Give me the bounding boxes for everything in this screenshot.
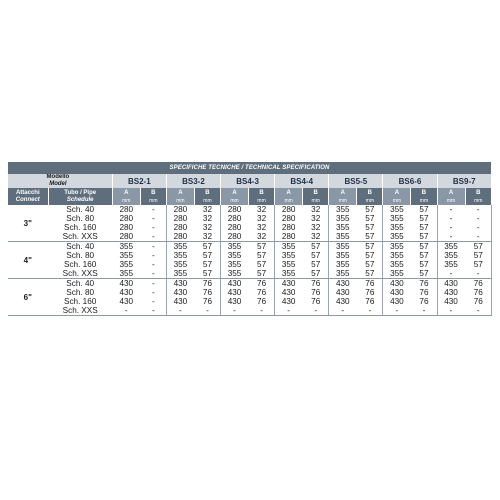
value-b-cell: - xyxy=(140,288,166,297)
value-b-cell: 32 xyxy=(194,232,220,242)
table-row xyxy=(8,306,492,316)
value-b-cell: 76 xyxy=(411,288,437,297)
schedule-cell: Sch. 80 xyxy=(48,288,112,297)
value-a-cell: 355 xyxy=(383,232,411,242)
value-b-cell: - xyxy=(140,232,166,242)
model-label-cell xyxy=(8,174,112,188)
value-b-cell: 76 xyxy=(303,288,329,297)
value-b-cell: 57 xyxy=(303,260,329,269)
value-b-cell: - xyxy=(140,306,166,316)
column-b-header: B xyxy=(140,188,166,198)
unit-a: mm xyxy=(112,198,140,205)
value-b-cell: - xyxy=(249,306,275,316)
value-b-cell: 76 xyxy=(357,288,383,297)
value-a-cell: 280 xyxy=(166,205,194,214)
value-b-cell: 57 xyxy=(357,205,383,214)
value-b-cell: 76 xyxy=(249,279,275,289)
technical-spec-table xyxy=(8,162,492,316)
value-a-cell: 280 xyxy=(275,232,303,242)
value-a-cell: 355 xyxy=(437,251,465,260)
value-b-cell: - xyxy=(140,242,166,252)
column-a-header: A xyxy=(166,188,194,198)
value-b-cell: - xyxy=(465,205,491,214)
value-b-cell: - xyxy=(465,223,491,232)
value-a-cell: 355 xyxy=(221,260,249,269)
unit-b: mm xyxy=(140,198,166,205)
value-b-cell: 57 xyxy=(249,269,275,279)
column-b-header: B xyxy=(465,188,491,198)
value-b-cell: - xyxy=(465,306,491,316)
value-b-cell: 57 xyxy=(194,260,220,269)
value-a-cell: 355 xyxy=(329,223,357,232)
unit-a: mm xyxy=(275,198,303,205)
value-a-cell: 355 xyxy=(329,260,357,269)
column-b-header: B xyxy=(249,188,275,198)
value-a-cell: - xyxy=(383,306,411,316)
schedule-cell: Sch. 40 xyxy=(48,242,112,252)
value-b-cell: - xyxy=(140,223,166,232)
value-b-cell: 57 xyxy=(357,223,383,232)
value-b-cell: 57 xyxy=(357,251,383,260)
value-a-cell: 355 xyxy=(329,214,357,223)
table-row xyxy=(8,269,492,279)
value-b-cell: 76 xyxy=(303,297,329,306)
column-b-header: B xyxy=(303,188,329,198)
value-b-cell: 57 xyxy=(249,260,275,269)
value-a-cell: 355 xyxy=(166,260,194,269)
value-a-cell: 430 xyxy=(437,288,465,297)
value-a-cell: 355 xyxy=(437,242,465,252)
table-row xyxy=(8,288,492,297)
table-title: SPECIFICHE TECNICHE / TECHNICAL SPECIFICATION xyxy=(8,162,492,174)
schedule-cell: Sch. 80 xyxy=(48,214,112,223)
value-b-cell: 57 xyxy=(357,260,383,269)
value-a-cell: 280 xyxy=(221,214,249,223)
value-b-cell: - xyxy=(465,269,491,279)
value-a-cell: 355 xyxy=(275,242,303,252)
value-a-cell: 430 xyxy=(166,297,194,306)
attacchi-header xyxy=(8,188,48,205)
schedule-cell: Sch. XXS xyxy=(48,269,112,279)
model-name: BS3-2 xyxy=(166,174,220,188)
value-a-cell: 355 xyxy=(275,260,303,269)
value-b-cell: 32 xyxy=(303,223,329,232)
value-b-cell: 57 xyxy=(249,251,275,260)
column-b-header: B xyxy=(357,188,383,198)
value-a-cell: 430 xyxy=(383,297,411,306)
value-b-cell: 57 xyxy=(411,251,437,260)
value-a-cell: 355 xyxy=(112,260,140,269)
model-name: BS6-6 xyxy=(383,174,437,188)
value-a-cell: 355 xyxy=(112,251,140,260)
connection-size: 6" xyxy=(8,279,48,316)
value-a-cell: 355 xyxy=(329,251,357,260)
schedule-cell: Sch. XXS xyxy=(48,232,112,242)
column-header-row xyxy=(8,188,492,198)
value-b-cell: 32 xyxy=(303,214,329,223)
value-a-cell: 355 xyxy=(383,205,411,214)
value-a-cell: 355 xyxy=(437,260,465,269)
value-a-cell: 355 xyxy=(383,251,411,260)
value-a-cell: 430 xyxy=(329,279,357,289)
value-b-cell: 76 xyxy=(249,297,275,306)
column-b-header: B xyxy=(194,188,220,198)
schedule-cell: Sch. 160 xyxy=(48,260,112,269)
value-b-cell: 57 xyxy=(465,260,491,269)
value-b-cell: 57 xyxy=(194,251,220,260)
value-a-cell: 355 xyxy=(275,251,303,260)
model-name: BS4-3 xyxy=(221,174,275,188)
table-row xyxy=(8,223,492,232)
value-a-cell: 280 xyxy=(275,223,303,232)
unit-b: mm xyxy=(249,198,275,205)
value-a-cell: 355 xyxy=(221,269,249,279)
spec-table-body xyxy=(8,162,492,316)
value-a-cell: 280 xyxy=(221,205,249,214)
value-b-cell: 57 xyxy=(411,205,437,214)
value-a-cell: 280 xyxy=(112,232,140,242)
unit-a: mm xyxy=(437,198,465,205)
value-a-cell: 430 xyxy=(112,297,140,306)
value-b-cell: 32 xyxy=(194,214,220,223)
unit-a: mm xyxy=(329,198,357,205)
value-a-cell: 280 xyxy=(275,205,303,214)
value-a-cell: 355 xyxy=(112,269,140,279)
value-b-cell: 32 xyxy=(249,205,275,214)
value-b-cell: 76 xyxy=(357,279,383,289)
value-b-cell: 32 xyxy=(194,223,220,232)
value-b-cell: - xyxy=(140,297,166,306)
value-a-cell: 430 xyxy=(383,288,411,297)
value-b-cell: 32 xyxy=(194,205,220,214)
value-a-cell: 430 xyxy=(166,288,194,297)
value-a-cell: 280 xyxy=(166,232,194,242)
value-a-cell: 430 xyxy=(275,297,303,306)
value-b-cell: 76 xyxy=(411,279,437,289)
value-b-cell: - xyxy=(357,306,383,316)
column-a-header: A xyxy=(437,188,465,198)
value-a-cell: - xyxy=(221,306,249,316)
model-name: BS9-7 xyxy=(437,174,492,188)
value-a-cell: 430 xyxy=(329,297,357,306)
value-b-cell: - xyxy=(140,205,166,214)
value-b-cell: - xyxy=(411,306,437,316)
table-row xyxy=(8,251,492,260)
value-b-cell: - xyxy=(140,214,166,223)
value-b-cell: 57 xyxy=(411,214,437,223)
value-b-cell: 57 xyxy=(411,223,437,232)
value-b-cell: 76 xyxy=(465,288,491,297)
value-b-cell: 32 xyxy=(249,232,275,242)
value-b-cell: 76 xyxy=(411,297,437,306)
value-a-cell: 355 xyxy=(329,242,357,252)
value-b-cell: - xyxy=(140,260,166,269)
value-b-cell: 57 xyxy=(357,269,383,279)
value-b-cell: - xyxy=(465,214,491,223)
model-name: BS4-4 xyxy=(275,174,329,188)
connection-size: 4" xyxy=(8,242,48,279)
unit-a: mm xyxy=(383,198,411,205)
unit-b: mm xyxy=(465,198,491,205)
value-b-cell: 76 xyxy=(194,279,220,289)
value-b-cell: - xyxy=(194,306,220,316)
value-a-cell: 280 xyxy=(221,223,249,232)
column-a-header: A xyxy=(329,188,357,198)
value-a-cell: 355 xyxy=(383,260,411,269)
value-a-cell: - xyxy=(437,306,465,316)
unit-a: mm xyxy=(166,198,194,205)
value-a-cell: 430 xyxy=(329,288,357,297)
value-a-cell: 430 xyxy=(112,288,140,297)
schedule-cell: Sch. 40 xyxy=(48,279,112,289)
value-b-cell: 57 xyxy=(303,242,329,252)
value-a-cell: 355 xyxy=(166,269,194,279)
table-row xyxy=(8,214,492,223)
value-b-cell: 76 xyxy=(357,297,383,306)
table-row xyxy=(8,242,492,252)
title-row xyxy=(8,162,492,174)
value-a-cell: 430 xyxy=(112,279,140,289)
table-row xyxy=(8,297,492,306)
value-a-cell: 355 xyxy=(383,223,411,232)
model-row xyxy=(8,174,492,188)
table-row xyxy=(8,279,492,289)
value-a-cell: - xyxy=(437,214,465,223)
value-b-cell: 32 xyxy=(303,232,329,242)
schedule-cell: Sch. 80 xyxy=(48,251,112,260)
value-b-cell: 32 xyxy=(249,223,275,232)
connection-size: 3" xyxy=(8,205,48,242)
value-a-cell: 355 xyxy=(383,214,411,223)
value-b-cell: 76 xyxy=(465,297,491,306)
value-b-cell: 76 xyxy=(194,288,220,297)
value-b-cell: 57 xyxy=(411,269,437,279)
value-a-cell: 430 xyxy=(275,279,303,289)
value-a-cell: 355 xyxy=(329,269,357,279)
value-a-cell: - xyxy=(437,232,465,242)
value-a-cell: 355 xyxy=(329,232,357,242)
value-b-cell: 57 xyxy=(357,242,383,252)
unit-b: mm xyxy=(357,198,383,205)
value-a-cell: 355 xyxy=(329,205,357,214)
value-b-cell: - xyxy=(140,279,166,289)
value-b-cell: 76 xyxy=(465,279,491,289)
value-b-cell: - xyxy=(140,269,166,279)
table-row xyxy=(8,260,492,269)
value-b-cell: 57 xyxy=(194,242,220,252)
value-b-cell: - xyxy=(140,251,166,260)
unit-a: mm xyxy=(221,198,249,205)
value-a-cell: 280 xyxy=(221,232,249,242)
value-a-cell: 430 xyxy=(221,297,249,306)
value-a-cell: 355 xyxy=(383,242,411,252)
value-b-cell: 57 xyxy=(357,214,383,223)
model-name: BS5-5 xyxy=(329,174,383,188)
value-a-cell: 430 xyxy=(275,288,303,297)
value-b-cell: - xyxy=(465,232,491,242)
model-label: Model xyxy=(49,181,67,187)
value-a-cell: 280 xyxy=(166,214,194,223)
value-a-cell: 355 xyxy=(221,242,249,252)
value-b-cell: 32 xyxy=(249,214,275,223)
unit-b: mm xyxy=(194,198,220,205)
value-a-cell: 355 xyxy=(112,242,140,252)
column-a-header: A xyxy=(275,188,303,198)
value-b-cell: 76 xyxy=(303,279,329,289)
value-b-cell: 76 xyxy=(249,288,275,297)
value-a-cell: 430 xyxy=(221,279,249,289)
value-a-cell: 280 xyxy=(112,223,140,232)
value-b-cell: 57 xyxy=(194,269,220,279)
value-a-cell: - xyxy=(437,269,465,279)
schedule-cell: Sch. 160 xyxy=(48,297,112,306)
value-a-cell: - xyxy=(437,223,465,232)
model-name: BS2-1 xyxy=(112,174,166,188)
unit-b: mm xyxy=(303,198,329,205)
value-a-cell: 430 xyxy=(383,279,411,289)
value-a-cell: 355 xyxy=(275,269,303,279)
value-a-cell: 430 xyxy=(437,297,465,306)
column-a-header: A xyxy=(221,188,249,198)
value-a-cell: - xyxy=(166,306,194,316)
value-b-cell: 76 xyxy=(194,297,220,306)
connect-label: Connect xyxy=(15,196,40,203)
value-a-cell: 355 xyxy=(166,242,194,252)
value-a-cell: - xyxy=(275,306,303,316)
value-a-cell: 430 xyxy=(437,279,465,289)
table-row xyxy=(8,232,492,242)
value-b-cell: 57 xyxy=(411,232,437,242)
tubo-label: Tubo / Pipe xyxy=(64,189,97,196)
tubo-header xyxy=(48,188,112,205)
value-a-cell: - xyxy=(329,306,357,316)
value-a-cell: - xyxy=(112,306,140,316)
value-b-cell: - xyxy=(303,306,329,316)
value-b-cell: 57 xyxy=(465,251,491,260)
table-row xyxy=(8,205,492,214)
attacchi-label: Attacchi xyxy=(15,189,40,196)
value-b-cell: 57 xyxy=(249,242,275,252)
value-a-cell: 355 xyxy=(383,269,411,279)
unit-b: mm xyxy=(411,198,437,205)
schedule-cell: Sch. 40 xyxy=(48,205,112,214)
value-a-cell: 280 xyxy=(112,205,140,214)
value-a-cell: 280 xyxy=(112,214,140,223)
column-a-header: A xyxy=(383,188,411,198)
schedule-cell: Sch. XXS xyxy=(48,306,112,316)
value-b-cell: 57 xyxy=(303,269,329,279)
schedule-cell: Sch. 160 xyxy=(48,223,112,232)
value-b-cell: 57 xyxy=(411,260,437,269)
value-a-cell: 355 xyxy=(221,251,249,260)
schedule-label: Schedule xyxy=(66,196,94,203)
value-a-cell: 430 xyxy=(221,288,249,297)
value-b-cell: 57 xyxy=(411,242,437,252)
value-a-cell: 430 xyxy=(166,279,194,289)
column-b-header: B xyxy=(411,188,437,198)
value-a-cell: 280 xyxy=(166,223,194,232)
modello-label: Modello xyxy=(46,174,70,180)
column-a-header: A xyxy=(112,188,140,198)
value-b-cell: 32 xyxy=(303,205,329,214)
value-b-cell: 57 xyxy=(303,251,329,260)
value-a-cell: - xyxy=(437,205,465,214)
value-b-cell: 57 xyxy=(357,232,383,242)
value-a-cell: 280 xyxy=(275,214,303,223)
value-a-cell: 355 xyxy=(166,251,194,260)
value-b-cell: 57 xyxy=(465,242,491,252)
